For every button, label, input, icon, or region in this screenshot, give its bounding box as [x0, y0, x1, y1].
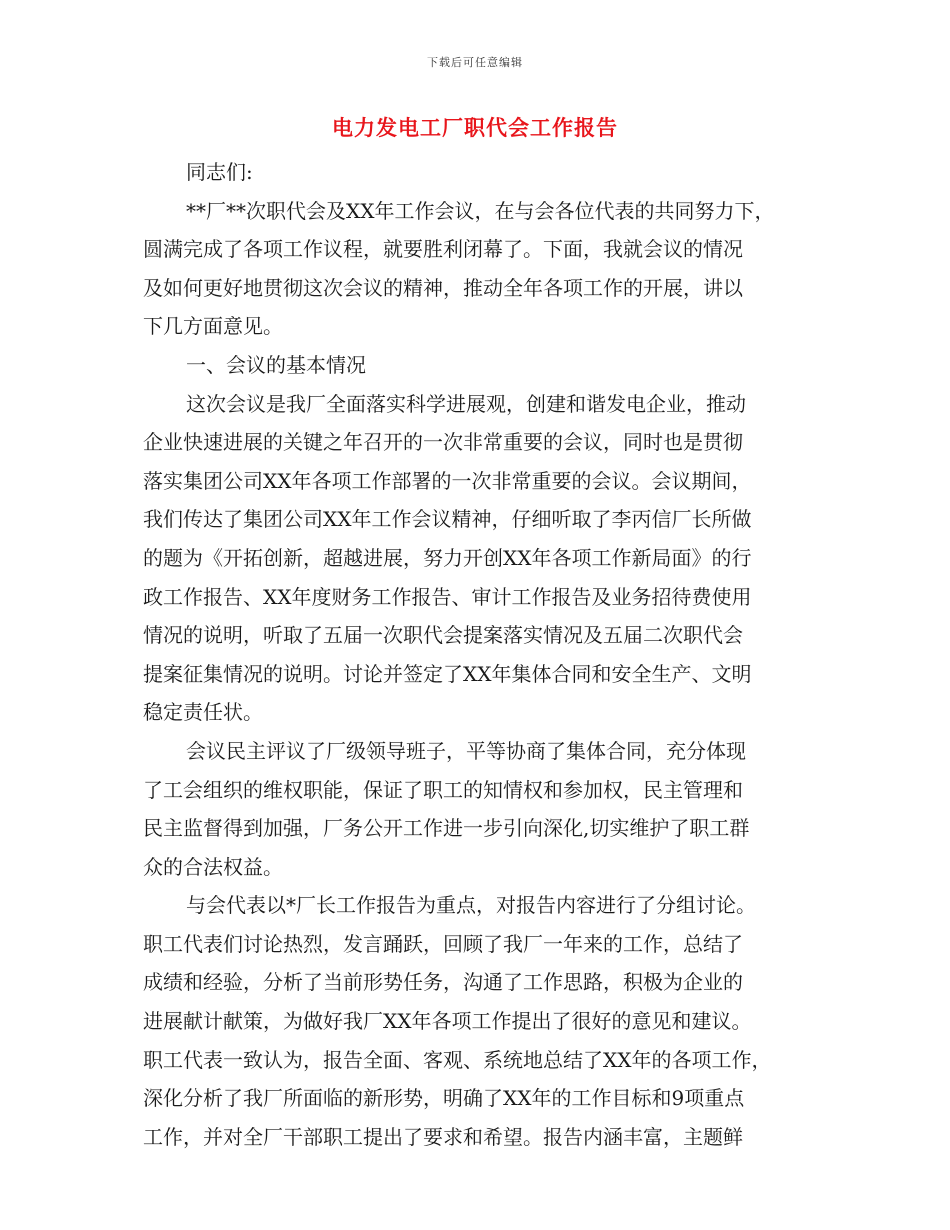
- header-note: 下载后可任意编辑: [427, 56, 523, 69]
- text-line: 工作，并对全厂干部职工提出了要求和希望。报告内涵丰富，主题鲜: [143, 1124, 743, 1149]
- text-line: 一、会议的基本情况: [186, 352, 366, 377]
- text-line: 下几方面意见。: [143, 314, 283, 339]
- text-line: 与会代表以*厂长工作报告为重点，对报告内容进行了分组讨论。: [186, 893, 756, 918]
- text-line: 及如何更好地贯彻这次会议的精神，推动全年各项工作的开展，讲以: [143, 275, 743, 300]
- text-line: 企业快速进展的关键之年召开的一次非常重要的会议，同时也是贯彻: [143, 430, 743, 455]
- text-line: 民主监督得到加强，厂务公开工作进一步引向深化,切实维护了职工群: [143, 816, 750, 841]
- text-line: 深化分析了我厂所面临的新形势，明确了XX年的工作目标和9项重点: [143, 1086, 745, 1111]
- text-line: 成绩和经验，分析了当前形势任务，沟通了工作思路，积极为企业的: [143, 970, 743, 995]
- text-line: 会议民主评议了厂级领导班子，平等协商了集体合同，充分体现: [186, 738, 746, 763]
- text-line: 的题为《开拓创新，超越进展，努力开创XX年各项工作新局面》的行: [143, 545, 752, 570]
- text-line: 圆满完成了各项工作议程，就要胜利闭幕了。下面，我就会议的情况: [143, 237, 743, 262]
- text-line: 这次会议是我厂全面落实科学进展观，创建和谐发电企业，推动: [186, 391, 746, 416]
- text-line: 职工代表一致认为，报告全面、客观、系统地总结了XX年的各项工作，: [143, 1047, 772, 1072]
- text-line: 进展献计献策，为做好我厂XX年各项工作提出了很好的意见和建议。: [143, 1009, 752, 1034]
- text-line: 情况的说明，听取了五届一次职代会提案落实情况及五届二次职代会: [143, 623, 743, 648]
- text-line: 落实集团公司XX年各项工作部署的一次非常重要的会议。会议期间，: [143, 468, 752, 493]
- text-line: 稳定责任状。: [143, 700, 263, 725]
- document-body: [143, 153, 815, 1156]
- document-title: 电力发电工厂职代会工作报告: [332, 115, 618, 140]
- text-line: 了工会组织的维权职能，保证了职工的知情权和参加权，民主管理和: [143, 777, 743, 802]
- text-line: 职工代表们讨论热烈，发言踊跃，回顾了我厂一年来的工作，总结了: [143, 931, 743, 956]
- text-line: 同志们:: [186, 160, 253, 184]
- text-line: 我们传达了集团公司XX年工作会议精神，仔细听取了李丙信厂长所做: [143, 507, 752, 532]
- text-line: 提案征集情况的说明。讨论并签定了XX年集体合同和安全生产、文明: [143, 661, 752, 686]
- text-line: 众的合法权益。: [143, 854, 283, 879]
- text-line: **厂**次职代会及XX年工作会议，在与会各位代表的共同努力下，: [186, 198, 775, 223]
- text-line: 政工作报告、XX年度财务工作报告、审计工作报告及业务招待费使用: [143, 584, 752, 609]
